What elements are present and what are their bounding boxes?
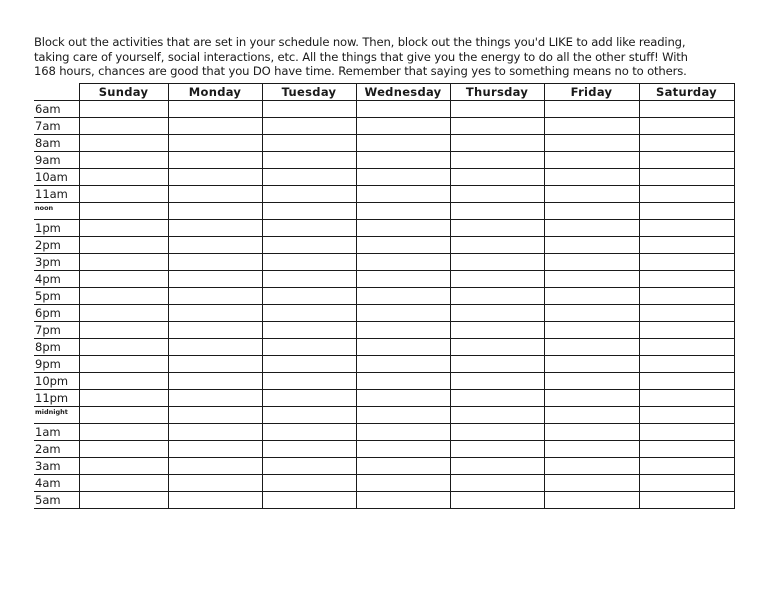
schedule-cell[interactable] <box>79 288 168 305</box>
schedule-cell[interactable] <box>262 424 356 441</box>
schedule-cell[interactable] <box>450 441 544 458</box>
instruction-line: taking care of yourself, social interactions, etc. All the things that give you the energy to do all the other stuff! With <box>34 49 688 64</box>
schedule-cell[interactable] <box>262 118 356 135</box>
schedule-cell[interactable] <box>168 237 262 254</box>
time-row <box>34 169 734 186</box>
schedule-cell[interactable] <box>79 356 168 373</box>
schedule-cell[interactable] <box>356 390 450 407</box>
schedule-cell[interactable] <box>79 424 168 441</box>
schedule-cell[interactable] <box>639 458 734 475</box>
schedule-cell[interactable] <box>168 373 262 390</box>
schedule-cell[interactable] <box>356 271 450 288</box>
time-row <box>34 288 734 305</box>
schedule-cell[interactable] <box>356 152 450 169</box>
schedule-cell[interactable] <box>356 322 450 339</box>
time-row <box>34 322 734 339</box>
time-row <box>34 254 734 271</box>
schedule-cell[interactable] <box>262 169 356 186</box>
day-header: Tuesday <box>262 84 356 101</box>
schedule-cell[interactable] <box>639 169 734 186</box>
schedule-cell[interactable] <box>450 118 544 135</box>
schedule-cell[interactable] <box>168 271 262 288</box>
schedule-cell[interactable] <box>168 475 262 492</box>
schedule-cell[interactable] <box>544 322 639 339</box>
schedule-cell[interactable] <box>544 152 639 169</box>
time-label: 10am <box>34 169 79 186</box>
schedule-cell[interactable] <box>79 458 168 475</box>
schedule-cell[interactable] <box>450 339 544 356</box>
schedule-cell[interactable] <box>168 424 262 441</box>
time-row <box>34 203 734 220</box>
schedule-cell[interactable] <box>79 339 168 356</box>
schedule-cell[interactable] <box>168 118 262 135</box>
schedule-cell[interactable] <box>356 356 450 373</box>
schedule-cell[interactable] <box>168 169 262 186</box>
time-label: 2pm <box>34 237 79 254</box>
day-header: Thursday <box>450 84 544 101</box>
schedule-cell[interactable] <box>356 492 450 509</box>
schedule-cell[interactable] <box>79 237 168 254</box>
time-row <box>34 373 734 390</box>
schedule-cell[interactable] <box>168 356 262 373</box>
time-label: 10pm <box>34 373 79 390</box>
schedule-cell[interactable] <box>544 186 639 203</box>
schedule-cell[interactable] <box>544 101 639 118</box>
schedule-cell[interactable] <box>262 237 356 254</box>
schedule-cell[interactable] <box>639 339 734 356</box>
schedule-cell[interactable] <box>639 441 734 458</box>
schedule-cell[interactable] <box>639 288 734 305</box>
time-row <box>34 271 734 288</box>
schedule-cell[interactable] <box>450 237 544 254</box>
schedule-cell[interactable] <box>79 305 168 322</box>
schedule-cell[interactable] <box>544 492 639 509</box>
schedule-cell[interactable] <box>639 356 734 373</box>
time-row <box>34 441 734 458</box>
instruction-line: 168 hours, chances are good that you DO have time. Remember that saying yes to something means no to others. <box>34 64 687 78</box>
schedule-cell[interactable] <box>450 373 544 390</box>
schedule-cell[interactable] <box>168 322 262 339</box>
header-row <box>34 84 734 101</box>
schedule-cell[interactable] <box>79 322 168 339</box>
schedule-cell[interactable] <box>450 101 544 118</box>
schedule-cell[interactable] <box>450 288 544 305</box>
weekly-schedule-table <box>34 83 735 509</box>
schedule-cell[interactable] <box>356 237 450 254</box>
schedule-cell[interactable] <box>79 390 168 407</box>
schedule-cell[interactable] <box>639 203 734 220</box>
schedule-cell[interactable] <box>262 441 356 458</box>
schedule-cell[interactable] <box>356 101 450 118</box>
schedule-cell[interactable] <box>79 441 168 458</box>
time-row <box>34 424 734 441</box>
schedule-cell[interactable] <box>450 254 544 271</box>
time-row <box>34 339 734 356</box>
schedule-cell[interactable] <box>79 407 168 424</box>
schedule-cell[interactable] <box>639 237 734 254</box>
day-header: Sunday <box>79 84 168 101</box>
time-row <box>34 356 734 373</box>
schedule-cell[interactable] <box>356 339 450 356</box>
schedule-cell[interactable] <box>544 424 639 441</box>
time-row <box>34 305 734 322</box>
schedule-cell[interactable] <box>450 271 544 288</box>
time-row <box>34 237 734 254</box>
schedule-cell[interactable] <box>79 152 168 169</box>
schedule-cell[interactable] <box>168 254 262 271</box>
schedule-cell[interactable] <box>356 441 450 458</box>
schedule-cell[interactable] <box>450 492 544 509</box>
schedule-cell[interactable] <box>168 288 262 305</box>
time-label: 1am <box>34 424 79 441</box>
schedule-cell[interactable] <box>450 390 544 407</box>
schedule-cell[interactable] <box>168 220 262 237</box>
schedule-cell[interactable] <box>262 407 356 424</box>
schedule-cell[interactable] <box>544 407 639 424</box>
time-label: 4am <box>34 475 79 492</box>
schedule-cell[interactable] <box>639 373 734 390</box>
schedule-cell[interactable] <box>262 373 356 390</box>
schedule-cell[interactable] <box>168 407 262 424</box>
schedule-cell[interactable] <box>79 373 168 390</box>
schedule-cell[interactable] <box>356 169 450 186</box>
schedule-cell[interactable] <box>450 356 544 373</box>
time-label: 9pm <box>34 356 79 373</box>
schedule-cell[interactable] <box>262 135 356 152</box>
schedule-cell[interactable] <box>544 339 639 356</box>
schedule-cell[interactable] <box>79 203 168 220</box>
schedule-cell[interactable] <box>79 169 168 186</box>
time-label: 9am <box>34 152 79 169</box>
schedule-cell[interactable] <box>262 186 356 203</box>
schedule-cell[interactable] <box>639 101 734 118</box>
schedule-cell[interactable] <box>79 118 168 135</box>
schedule-cell[interactable] <box>356 475 450 492</box>
time-label: 1pm <box>34 220 79 237</box>
schedule-cell[interactable] <box>544 288 639 305</box>
schedule-cell[interactable] <box>262 390 356 407</box>
schedule-cell[interactable] <box>639 271 734 288</box>
schedule-cell[interactable] <box>639 135 734 152</box>
schedule-cell[interactable] <box>639 475 734 492</box>
schedule-cell[interactable] <box>639 424 734 441</box>
time-row <box>34 492 734 509</box>
schedule-cell[interactable] <box>262 356 356 373</box>
time-row <box>34 220 734 237</box>
schedule-cell[interactable] <box>356 203 450 220</box>
schedule-cell[interactable] <box>544 169 639 186</box>
schedule-cell[interactable] <box>450 186 544 203</box>
schedule-cell[interactable] <box>450 424 544 441</box>
schedule-cell[interactable] <box>356 186 450 203</box>
schedule-cell[interactable] <box>168 152 262 169</box>
schedule-cell[interactable] <box>544 373 639 390</box>
schedule-cell[interactable] <box>79 271 168 288</box>
time-label: 11pm <box>34 390 79 407</box>
instruction-line: Block out the activities that are set in your schedule now. Then, block out the things you'd LIKE to add like reading, <box>34 35 686 49</box>
schedule-cell[interactable] <box>262 152 356 169</box>
schedule-cell[interactable] <box>168 186 262 203</box>
schedule-cell[interactable] <box>262 339 356 356</box>
schedule-cell[interactable] <box>450 169 544 186</box>
time-row <box>34 390 734 407</box>
schedule-cell[interactable] <box>450 305 544 322</box>
schedule-body <box>34 101 734 509</box>
schedule-cell[interactable] <box>544 458 639 475</box>
schedule-cell[interactable] <box>639 118 734 135</box>
corner-cell <box>34 84 79 101</box>
schedule-cell[interactable] <box>450 220 544 237</box>
schedule-cell[interactable] <box>450 203 544 220</box>
day-header: Monday <box>168 84 262 101</box>
time-row <box>34 186 734 203</box>
schedule-cell[interactable] <box>639 407 734 424</box>
schedule-cell[interactable] <box>450 152 544 169</box>
day-header: Friday <box>544 84 639 101</box>
schedule-cell[interactable] <box>79 135 168 152</box>
schedule-cell[interactable] <box>356 458 450 475</box>
schedule-cell[interactable] <box>639 186 734 203</box>
schedule-cell[interactable] <box>544 305 639 322</box>
time-label: 11am <box>34 186 79 203</box>
schedule-cell[interactable] <box>450 458 544 475</box>
schedule-cell[interactable] <box>544 254 639 271</box>
time-row <box>34 475 734 492</box>
time-label: 5pm <box>34 288 79 305</box>
schedule-cell[interactable] <box>79 492 168 509</box>
day-header: Saturday <box>639 84 734 101</box>
time-label: midnight <box>34 407 79 424</box>
time-label: 3pm <box>34 254 79 271</box>
instructions <box>34 35 734 79</box>
schedule-cell[interactable] <box>262 305 356 322</box>
schedule-cell[interactable] <box>262 254 356 271</box>
schedule-cell[interactable] <box>544 356 639 373</box>
schedule-cell[interactable] <box>356 254 450 271</box>
schedule-cell[interactable] <box>450 475 544 492</box>
schedule-cell[interactable] <box>262 203 356 220</box>
schedule-cell[interactable] <box>639 220 734 237</box>
schedule-cell[interactable] <box>356 373 450 390</box>
schedule-cell[interactable] <box>262 322 356 339</box>
time-label: 2am <box>34 441 79 458</box>
time-row <box>34 458 734 475</box>
schedule-cell[interactable] <box>79 220 168 237</box>
time-label: noon <box>34 203 79 220</box>
schedule-cell[interactable] <box>262 458 356 475</box>
schedule-cell[interactable] <box>639 492 734 509</box>
schedule-cell[interactable] <box>356 135 450 152</box>
schedule-cell[interactable] <box>639 254 734 271</box>
time-row <box>34 118 734 135</box>
schedule-cell[interactable] <box>168 101 262 118</box>
schedule-cell[interactable] <box>544 237 639 254</box>
schedule-cell[interactable] <box>168 203 262 220</box>
schedule-cell[interactable] <box>544 271 639 288</box>
schedule-cell[interactable] <box>262 492 356 509</box>
schedule-cell[interactable] <box>450 407 544 424</box>
time-label: 6pm <box>34 305 79 322</box>
schedule-cell[interactable] <box>262 220 356 237</box>
schedule-cell[interactable] <box>168 305 262 322</box>
schedule-cell[interactable] <box>639 322 734 339</box>
schedule-cell[interactable] <box>356 220 450 237</box>
schedule-cell[interactable] <box>639 305 734 322</box>
schedule-cell[interactable] <box>168 390 262 407</box>
schedule-cell[interactable] <box>262 288 356 305</box>
schedule-cell[interactable] <box>79 475 168 492</box>
schedule-cell[interactable] <box>262 101 356 118</box>
schedule-cell[interactable] <box>544 390 639 407</box>
schedule-cell[interactable] <box>544 203 639 220</box>
schedule-cell[interactable] <box>356 288 450 305</box>
time-label: 8pm <box>34 339 79 356</box>
schedule-cell[interactable] <box>544 475 639 492</box>
schedule-cell[interactable] <box>544 441 639 458</box>
time-row <box>34 152 734 169</box>
time-row <box>34 135 734 152</box>
schedule-cell[interactable] <box>544 135 639 152</box>
schedule-cell[interactable] <box>168 458 262 475</box>
time-label: 7am <box>34 118 79 135</box>
time-row <box>34 101 734 118</box>
schedule-cell[interactable] <box>544 118 639 135</box>
schedule-cell[interactable] <box>168 339 262 356</box>
time-label: 4pm <box>34 271 79 288</box>
schedule-cell[interactable] <box>168 441 262 458</box>
schedule-cell[interactable] <box>262 475 356 492</box>
time-label: 6am <box>34 101 79 118</box>
schedule-cell[interactable] <box>262 271 356 288</box>
schedule-cell[interactable] <box>450 135 544 152</box>
schedule-cell[interactable] <box>79 254 168 271</box>
schedule-cell[interactable] <box>356 407 450 424</box>
schedule-cell[interactable] <box>356 118 450 135</box>
schedule-cell[interactable] <box>356 424 450 441</box>
time-label: 8am <box>34 135 79 152</box>
schedule-cell[interactable] <box>450 322 544 339</box>
time-label: 7pm <box>34 322 79 339</box>
time-label: 5am <box>34 492 79 509</box>
schedule-cell[interactable] <box>79 186 168 203</box>
time-label: 3am <box>34 458 79 475</box>
schedule-cell[interactable] <box>639 390 734 407</box>
day-header: Wednesday <box>356 84 450 101</box>
schedule-cell[interactable] <box>544 220 639 237</box>
time-row <box>34 407 734 424</box>
schedule-cell[interactable] <box>79 101 168 118</box>
schedule-cell[interactable] <box>168 492 262 509</box>
schedule-cell[interactable] <box>356 305 450 322</box>
schedule-cell[interactable] <box>639 152 734 169</box>
schedule-cell[interactable] <box>168 135 262 152</box>
